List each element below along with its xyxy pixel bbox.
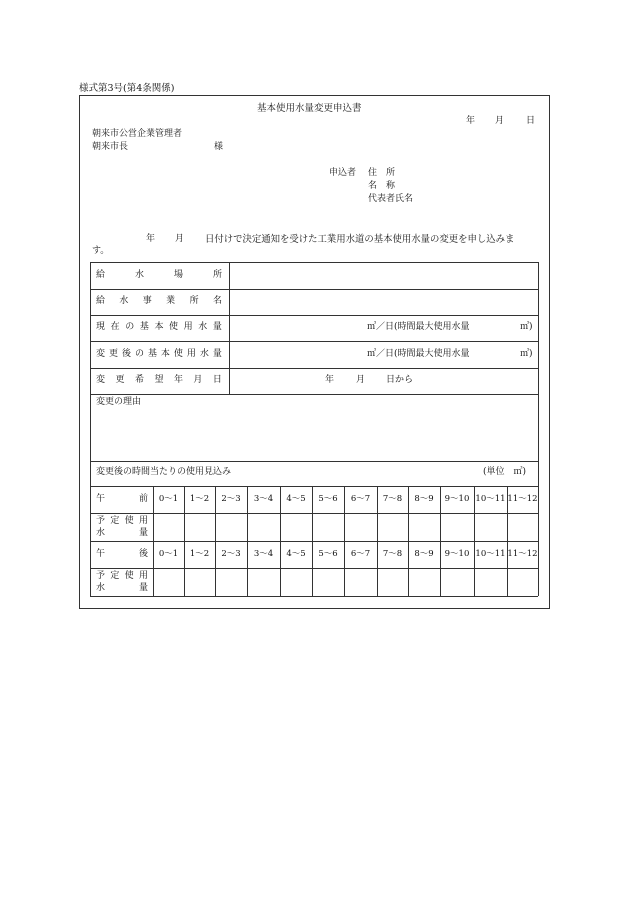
label-requested-date: 変 更 希 望 年 月 日 bbox=[96, 375, 222, 385]
row-line bbox=[90, 289, 538, 290]
planned-label-am-2: 水 量 bbox=[96, 528, 148, 538]
hour-cell: 5〜6 bbox=[318, 549, 338, 559]
hour-cell: 7〜8 bbox=[382, 549, 403, 559]
applicant-address: 住 所 bbox=[368, 168, 396, 178]
new-volume-unit: ㎥／日(時間最大使用水量 bbox=[367, 349, 470, 359]
row-line bbox=[90, 341, 538, 342]
hour-cell: 2〜3 bbox=[221, 549, 241, 559]
table-right bbox=[538, 262, 539, 596]
planned-label-am-1: 予 定 使 用 bbox=[96, 516, 148, 526]
hour-cell: 11〜12 bbox=[507, 549, 538, 559]
current-volume-close: ㎥) bbox=[520, 322, 533, 332]
row-line bbox=[90, 486, 538, 487]
row-line bbox=[90, 394, 538, 395]
table-bottom bbox=[90, 596, 538, 597]
form-title: 基本使用水量変更申込書 bbox=[257, 103, 362, 114]
date-month: 月 bbox=[495, 116, 505, 126]
hour-cell: 0〜1 bbox=[158, 494, 179, 504]
requested-year: 年 bbox=[325, 375, 335, 385]
row-line bbox=[90, 513, 538, 514]
reason-label: 変更の理由 bbox=[96, 397, 142, 407]
hour-cell: 0〜1 bbox=[158, 549, 179, 559]
planned-label-pm-2: 水 量 bbox=[96, 583, 148, 593]
hour-cell: 3〜4 bbox=[253, 494, 274, 504]
applicant-representative: 代表者氏名 bbox=[368, 194, 414, 204]
date-year: 年 bbox=[466, 116, 476, 126]
requested-suffix: 日から bbox=[386, 375, 414, 385]
label-divider bbox=[229, 262, 230, 394]
row-line bbox=[90, 315, 538, 316]
row-line bbox=[90, 368, 538, 369]
hour-cell: 1〜2 bbox=[189, 549, 210, 559]
current-volume-unit: ㎥／日(時間最大使用水量 bbox=[367, 322, 470, 332]
body-line2: す。 bbox=[92, 246, 110, 256]
body-year: 年 bbox=[146, 234, 156, 244]
hour-cell: 11〜12 bbox=[507, 494, 538, 504]
hour-cell: 9〜10 bbox=[444, 549, 470, 559]
hour-cell: 4〜5 bbox=[286, 549, 306, 559]
hour-cell: 9〜10 bbox=[444, 494, 470, 504]
hour-cell: 1〜2 bbox=[189, 494, 210, 504]
hour-cell: 3〜4 bbox=[253, 549, 274, 559]
hour-cell: 8〜9 bbox=[414, 549, 434, 559]
body-month: 月 bbox=[175, 234, 185, 244]
pm-label: 午 後 bbox=[96, 549, 148, 559]
new-volume-close: ㎥) bbox=[520, 349, 533, 359]
hour-cell: 6〜7 bbox=[350, 494, 371, 504]
addressee-honorific: 様 bbox=[214, 142, 224, 152]
requested-month: 月 bbox=[356, 375, 366, 385]
hour-cell: 4〜5 bbox=[286, 494, 306, 504]
row-line bbox=[90, 461, 538, 462]
row-line bbox=[90, 568, 538, 569]
applicant-label: 申込者 bbox=[329, 168, 357, 178]
hourly-unit: (単位 ㎥) bbox=[483, 467, 527, 477]
addressee-org: 朝来市公営企業管理者 bbox=[92, 129, 183, 139]
addressee-mayor: 朝来市長 bbox=[92, 142, 129, 152]
hour-cell: 2〜3 bbox=[221, 494, 241, 504]
am-label: 午 前 bbox=[96, 494, 148, 504]
row-line bbox=[90, 541, 538, 542]
planned-label-pm-1: 予 定 使 用 bbox=[96, 571, 148, 581]
hour-cell: 6〜7 bbox=[350, 549, 371, 559]
form-number: 様式第3号(第4条関係) bbox=[79, 83, 175, 94]
hour-cell: 10〜11 bbox=[475, 494, 506, 504]
label-current-volume: 現 在 の 基 本 使 用 水 量 bbox=[96, 322, 222, 332]
label-supply-office: 給 水 事 業 所 名 bbox=[96, 296, 222, 306]
hour-cell: 8〜9 bbox=[414, 494, 434, 504]
table-top bbox=[90, 262, 538, 263]
body-line1: 日付けで決定通知を受けた工業用水道の基本使用水量の変更を申し込みま bbox=[205, 234, 515, 245]
hour-cell: 7〜8 bbox=[382, 494, 403, 504]
hour-cell: 10〜11 bbox=[475, 549, 506, 559]
hour-cell: 5〜6 bbox=[318, 494, 338, 504]
table-left bbox=[90, 262, 91, 596]
label-supply-location: 給 水 場 所 bbox=[96, 270, 222, 280]
label-new-volume: 変 更 後 の 基 本 使 用 水 量 bbox=[96, 349, 222, 359]
date-day: 日 bbox=[526, 116, 536, 126]
applicant-name: 名 称 bbox=[368, 181, 396, 191]
hourly-label: 変更後の時間当たりの使用見込み bbox=[96, 467, 232, 477]
